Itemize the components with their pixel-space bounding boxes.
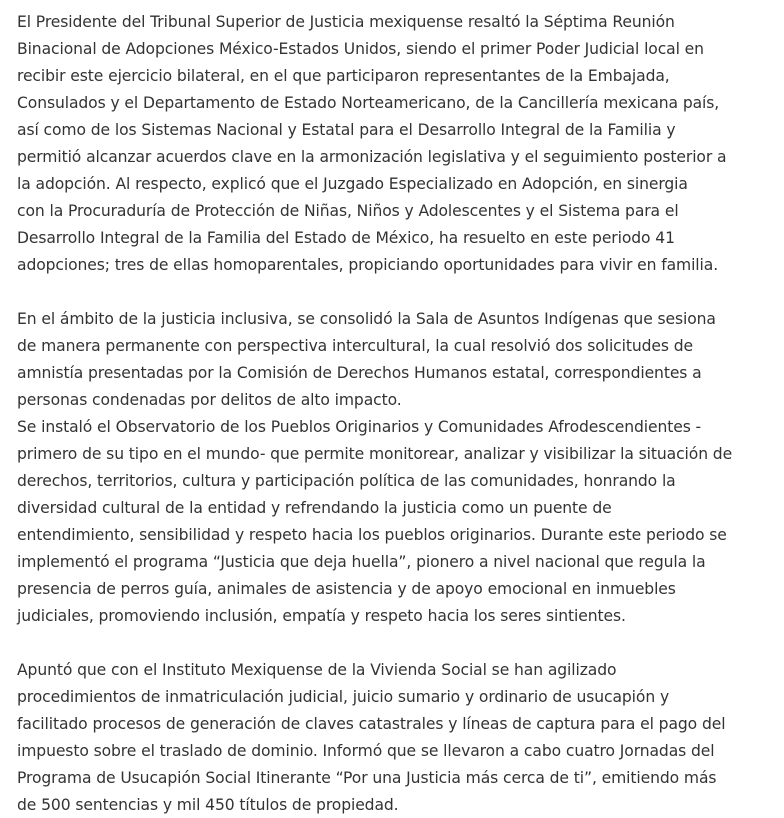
text-line: Desarrollo Integral de la Familia del Estado de México, ha resuelto en este periodo 41 — [17, 228, 675, 247]
text-line: judiciales, promoviendo inclusión, empatía y respeto hacia los seres sintientes. — [17, 606, 626, 625]
paragraph-spacer — [17, 278, 784, 305]
text-line: de manera permanente con perspectiva intercultural, la cual resolvió dos solicitudes de — [17, 336, 693, 355]
text-line: de 500 sentencias y mil 450 títulos de propiedad. — [17, 795, 399, 814]
text-line: personas condenadas por delitos de alto impacto. — [17, 390, 402, 409]
text-line: procedimientos de inmatriculación judicial, juicio sumario y ordinario de usucapión y — [17, 687, 670, 706]
text-line: Se instaló el Observatorio de los Pueblos Originarios y Comunidades Afrodescendientes - — [17, 417, 702, 436]
text-line: amnistía presentadas por la Comisión de Derechos Humanos estatal, correspondientes a — [17, 363, 702, 382]
text-line: implementó el programa “Justicia que deja huella”, pionero a nivel nacional que regula la — [17, 552, 706, 571]
text-line: adopciones; tres de ellas homoparentales, propiciando oportunidades para vivir en familia. — [17, 255, 719, 274]
text-line: recibir este ejercicio bilateral, en el que participaron representantes de la Embajada, — [17, 66, 670, 85]
paragraph-housing — [17, 656, 784, 818]
text-line: permitió alcanzar acuerdos clave en la armonización legislativa y el seguimiento posterior a — [17, 147, 727, 166]
text-line: presencia de perros guía, animales de asistencia y de apoyo emocional en inmuebles — [17, 579, 676, 598]
text-line: Programa de Usucapión Social Itinerante “Por una Justicia más cerca de ti”, emitiendo más — [17, 768, 717, 787]
text-line: En el ámbito de la justicia inclusiva, se consolidó la Sala de Asuntos Indígenas que sesiona — [17, 309, 716, 328]
text-line: la adopción. Al respecto, explicó que el Juzgado Especializado en Adopción, en sinergia — [17, 174, 688, 193]
text-line: con la Procuraduría de Protección de Niñas, Niños y Adolescentes y el Sistema para el — [17, 201, 679, 220]
text-line: Apuntó que con el Instituto Mexiquense de la Vivienda Social se han agilizado — [17, 660, 617, 679]
paragraph-adoptions — [17, 8, 784, 278]
paragraph-inclusive-justice — [17, 305, 784, 629]
text-line: El Presidente del Tribunal Superior de Justicia mexiquense resaltó la Séptima Reunión — [17, 12, 675, 31]
text-line: Binacional de Adopciones México-Estados Unidos, siendo el primer Poder Judicial local en — [17, 39, 704, 58]
text-line: diversidad cultural de la entidad y refrendando la justicia como un puente de — [17, 498, 612, 517]
text-line: entendimiento, sensibilidad y respeto hacia los pueblos originarios. Durante este periodo se — [17, 525, 727, 544]
text-line: derechos, territorios, cultura y participación política de las comunidades, honrando la — [17, 471, 676, 490]
text-line: así como de los Sistemas Nacional y Estatal para el Desarrollo Integral de la Familia y — [17, 120, 676, 139]
text-line: impuesto sobre el traslado de dominio. Informó que se llevaron a cabo cuatro Jornadas del — [17, 741, 715, 760]
text-line: facilitado procesos de generación de claves catastrales y líneas de captura para el pago del — [17, 714, 726, 733]
text-line: Consulados y el Departamento de Estado Norteamericano, de la Cancillería mexicana país, — [17, 93, 720, 112]
paragraph-spacer — [17, 629, 784, 656]
text-line: primero de su tipo en el mundo- que permite monitorear, analizar y visibilizar la situación de — [17, 444, 733, 463]
